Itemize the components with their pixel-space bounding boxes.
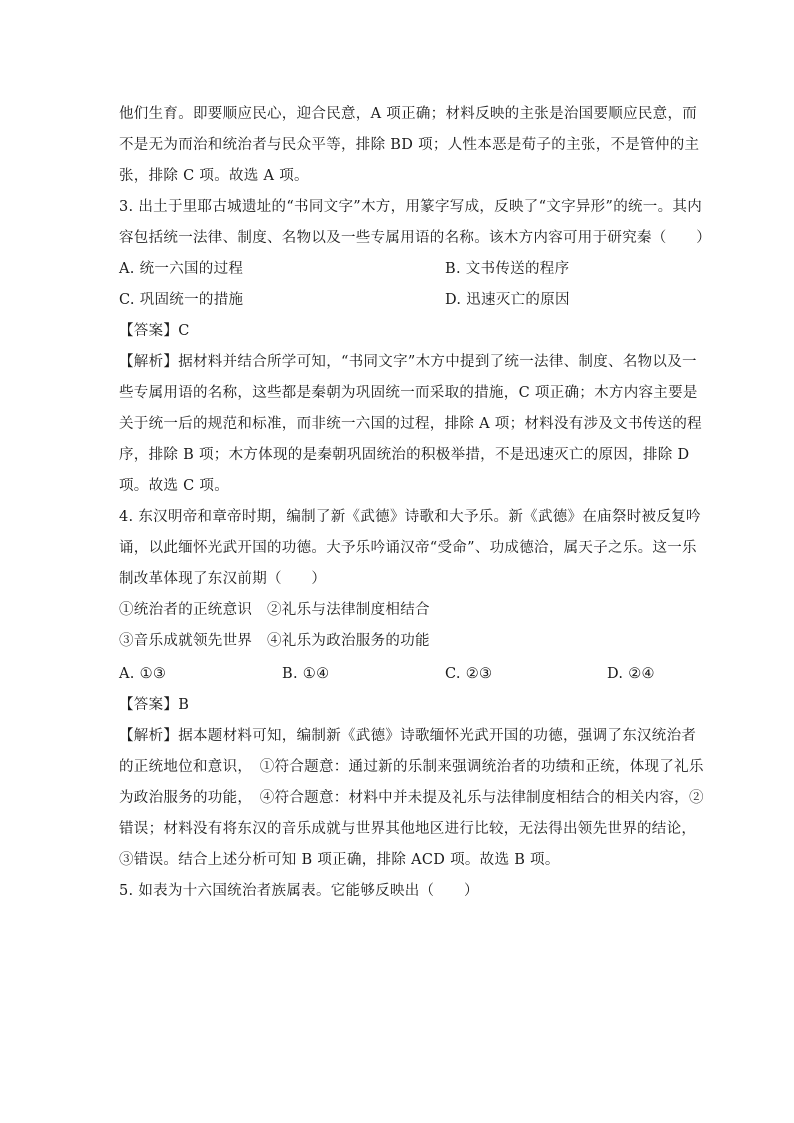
text-line: 张，排除 C 项。故选 A 项。 <box>119 168 309 184</box>
question-3-answer: 【答案】C <box>119 323 190 339</box>
question-3-stem: 容包括统一法律、制度、名物以及一些专属用语的名称。该木方内容可用于研究秦（ ） <box>119 230 711 246</box>
question-4-option-d: D. ②④ <box>607 666 655 682</box>
question-4-option-b: B. ①④ <box>282 666 330 682</box>
text-line: 不是无为而治和统治者与民众平等，排除 BD 项；人性本恶是荀子的主张，不是管仲的主 <box>119 137 700 153</box>
question-3-option-c: C. 巩固统一的措施 <box>119 292 244 308</box>
question-3-stem: 3. 出土于里耶古城遗址的“书同文字”木方，用篆字写成，反映了“文字异形”的统一。其内 <box>119 199 702 215</box>
question-4-stem: 诵，以此缅怀光武开国的功德。大予乐吟诵汉帝“受命”、功成德洽，属天子之乐。这一乐 <box>119 540 697 556</box>
question-3-option-b: B. 文书传送的程序 <box>445 261 570 277</box>
question-3-option-a: A. 统一六国的过程 <box>119 261 244 277</box>
question-4-option-c: C. ②③ <box>445 666 493 682</box>
question-4-answer: 【答案】B <box>119 697 190 713</box>
question-3-analysis: 项。故选 C 项。 <box>119 478 230 494</box>
question-4-analysis: 为政治服务的功能， ④符合题意：材料中并未提及礼乐与法律制度相结合的相关内容，② <box>119 790 704 806</box>
question-4-item: ①统治者的正统意识 ②礼乐与法律制度相结合 <box>119 602 430 618</box>
question-4-stem: 制改革体现了东汉前期（ ） <box>119 571 327 587</box>
question-3-analysis: 序，排除 B 项；木方体现的是秦朝巩固统治的积极举措，不是迅速灭亡的原因，排除 D <box>119 447 690 463</box>
question-3-analysis: 关于统一后的规范和标准，而非统一六国的过程，排除 A 项；材料没有涉及文书传送的程 <box>119 416 702 432</box>
question-4-option-a: A. ①③ <box>119 666 167 682</box>
question-5-stem: 5. 如表为十六国统治者族属表。它能够反映出（ ） <box>119 883 479 899</box>
question-4-item: ③音乐成就领先世界 ④礼乐为政治服务的功能 <box>119 633 430 649</box>
question-4-stem: 4. 东汉明帝和章帝时期，编制了新《武德》诗歌和大予乐。新《武德》在庙祭时被反复吟 <box>119 509 701 525</box>
question-3-analysis: 【解析】据材料并结合所学可知，“书同文字”木方中提到了统一法律、制度、名物以及一 <box>119 354 697 370</box>
question-3-analysis: 些专属用语的名称，这些都是秦朝为巩固统一而采取的措施，C 项正确；木方内容主要是 <box>119 385 698 401</box>
question-3-option-d: D. 迅速灭亡的原因 <box>445 292 570 308</box>
text-line: 他们生育。即要顺应民心，迎合民意，A 项正确；材料反映的主张是治国要顺应民意，而 <box>119 106 698 122</box>
question-4-analysis: 的正统地位和意识， ①符合题意：通过新的乐制来强调统治者的功绩和正统，体现了礼乐 <box>119 759 704 775</box>
question-4-analysis: 【解析】据本题材料可知，编制新《武德》诗歌缅怀光武开国的功德，强调了东汉统治者 <box>119 728 697 744</box>
question-4-analysis: 错误；材料没有将东汉的音乐成就与世界其他地区进行比较，无法得出领先世界的结论， <box>119 821 697 837</box>
question-4-analysis: ③错误。结合上述分析可知 B 项正确，排除 ACD 项。故选 B 项。 <box>119 852 560 868</box>
